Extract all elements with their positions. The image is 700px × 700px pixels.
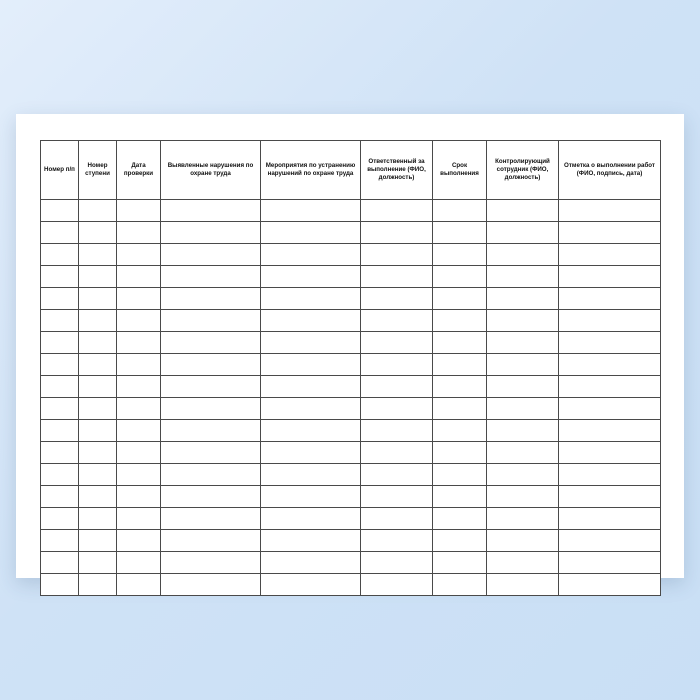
table-cell[interactable]: [117, 486, 161, 508]
paper-sheet: [16, 114, 684, 578]
table-cell[interactable]: [41, 574, 79, 596]
table-cell[interactable]: [361, 354, 433, 376]
column-header-measures: Мероприятия по устранению нарушений по охране труда: [261, 141, 361, 200]
table-cell[interactable]: [41, 310, 79, 332]
table-cell[interactable]: [487, 310, 559, 332]
table-cell[interactable]: [261, 552, 361, 574]
table-cell[interactable]: [261, 508, 361, 530]
table-cell[interactable]: [161, 332, 261, 354]
column-header-completion-mark: Отметка о выполнении работ (ФИО, подпись, дата): [559, 141, 661, 200]
table-cell[interactable]: [79, 508, 117, 530]
table-cell[interactable]: [487, 354, 559, 376]
table-cell[interactable]: [433, 310, 487, 332]
table-cell[interactable]: [433, 508, 487, 530]
table-cell[interactable]: [361, 530, 433, 552]
table-cell[interactable]: [559, 376, 661, 398]
table-cell[interactable]: [559, 354, 661, 376]
column-header-controller: Контролирующий сотрудник (ФИО, должность): [487, 141, 559, 200]
table-cell[interactable]: [161, 442, 261, 464]
table-cell[interactable]: [361, 376, 433, 398]
table-cell[interactable]: [559, 222, 661, 244]
table-cell[interactable]: [41, 486, 79, 508]
table-cell[interactable]: [161, 376, 261, 398]
table-cell[interactable]: [161, 200, 261, 222]
table-header: [41, 141, 661, 200]
table-cell[interactable]: [41, 464, 79, 486]
table-row: [41, 530, 661, 552]
table-cell[interactable]: [117, 244, 161, 266]
table-cell[interactable]: [161, 464, 261, 486]
table-cell[interactable]: [261, 376, 361, 398]
table-cell[interactable]: [79, 442, 117, 464]
table-cell[interactable]: [433, 200, 487, 222]
table-row: [41, 354, 661, 376]
table-cell[interactable]: [161, 222, 261, 244]
table-cell[interactable]: [117, 574, 161, 596]
table-cell[interactable]: [559, 266, 661, 288]
table-cell[interactable]: [487, 376, 559, 398]
table-cell[interactable]: [261, 574, 361, 596]
table-cell[interactable]: [261, 486, 361, 508]
table-cell[interactable]: [487, 244, 559, 266]
table-cell[interactable]: [79, 398, 117, 420]
column-header-stage: Номер ступени: [79, 141, 117, 200]
table-row: [41, 332, 661, 354]
table-cell[interactable]: [487, 398, 559, 420]
table-cell[interactable]: [161, 288, 261, 310]
table-cell[interactable]: [79, 266, 117, 288]
table-cell[interactable]: [433, 464, 487, 486]
table-cell[interactable]: [559, 200, 661, 222]
table-cell[interactable]: [361, 552, 433, 574]
table-cell[interactable]: [361, 266, 433, 288]
table-cell[interactable]: [117, 442, 161, 464]
table-cell[interactable]: [41, 332, 79, 354]
table-cell[interactable]: [161, 266, 261, 288]
table-cell[interactable]: [559, 486, 661, 508]
table-cell[interactable]: [117, 354, 161, 376]
table-cell[interactable]: [261, 288, 361, 310]
table-row: [41, 376, 661, 398]
table-cell[interactable]: [361, 222, 433, 244]
table-cell[interactable]: [261, 222, 361, 244]
table-cell[interactable]: [41, 222, 79, 244]
table-cell[interactable]: [559, 552, 661, 574]
table-cell[interactable]: [41, 530, 79, 552]
table-cell[interactable]: [41, 398, 79, 420]
table-cell[interactable]: [487, 486, 559, 508]
column-header-number: Номер п/п: [41, 141, 79, 200]
table-cell[interactable]: [41, 508, 79, 530]
table-cell[interactable]: [487, 508, 559, 530]
table-cell[interactable]: [261, 442, 361, 464]
journal-table: [40, 140, 661, 596]
table-cell[interactable]: [433, 442, 487, 464]
table-row: [41, 420, 661, 442]
table-cell[interactable]: [79, 288, 117, 310]
journal-table-container: [40, 140, 660, 596]
table-cell[interactable]: [79, 310, 117, 332]
table-cell[interactable]: [487, 464, 559, 486]
table-cell[interactable]: [361, 508, 433, 530]
table-cell[interactable]: [261, 266, 361, 288]
table-cell[interactable]: [117, 464, 161, 486]
table-cell[interactable]: [433, 376, 487, 398]
table-cell[interactable]: [117, 332, 161, 354]
table-row: [41, 508, 661, 530]
table-cell[interactable]: [41, 376, 79, 398]
table-cell[interactable]: [433, 398, 487, 420]
table-cell[interactable]: [117, 420, 161, 442]
table-cell[interactable]: [361, 420, 433, 442]
table-cell[interactable]: [433, 552, 487, 574]
table-cell[interactable]: [161, 420, 261, 442]
table-cell[interactable]: [79, 574, 117, 596]
table-cell[interactable]: [79, 552, 117, 574]
table-cell[interactable]: [487, 552, 559, 574]
table-cell[interactable]: [433, 222, 487, 244]
table-cell[interactable]: [161, 486, 261, 508]
table-cell[interactable]: [261, 530, 361, 552]
table-cell[interactable]: [41, 288, 79, 310]
table-row: [41, 574, 661, 596]
table-cell[interactable]: [361, 574, 433, 596]
table-cell[interactable]: [559, 420, 661, 442]
table-cell[interactable]: [117, 266, 161, 288]
table-cell[interactable]: [433, 486, 487, 508]
table-cell[interactable]: [79, 420, 117, 442]
table-cell[interactable]: [261, 244, 361, 266]
table-row: [41, 464, 661, 486]
table-cell[interactable]: [559, 464, 661, 486]
table-cell[interactable]: [433, 354, 487, 376]
table-cell[interactable]: [161, 530, 261, 552]
table-cell[interactable]: [261, 398, 361, 420]
table-cell[interactable]: [559, 574, 661, 596]
table-cell[interactable]: [361, 464, 433, 486]
table-cell[interactable]: [559, 310, 661, 332]
table-cell[interactable]: [161, 398, 261, 420]
table-cell[interactable]: [559, 398, 661, 420]
table-cell[interactable]: [559, 442, 661, 464]
table-cell[interactable]: [433, 420, 487, 442]
table-cell[interactable]: [261, 310, 361, 332]
table-header-row: [41, 141, 661, 200]
table-cell[interactable]: [117, 508, 161, 530]
table-row: [41, 552, 661, 574]
table-cell[interactable]: [361, 332, 433, 354]
table-cell[interactable]: [41, 244, 79, 266]
table-cell[interactable]: [487, 530, 559, 552]
table-cell[interactable]: [41, 354, 79, 376]
table-row: [41, 442, 661, 464]
table-row: [41, 288, 661, 310]
table-cell[interactable]: [79, 354, 117, 376]
table-cell[interactable]: [433, 266, 487, 288]
table-cell[interactable]: [261, 332, 361, 354]
table-cell[interactable]: [559, 332, 661, 354]
table-cell[interactable]: [161, 244, 261, 266]
table-cell[interactable]: [117, 288, 161, 310]
table-cell[interactable]: [161, 354, 261, 376]
table-cell[interactable]: [161, 552, 261, 574]
table-cell[interactable]: [41, 442, 79, 464]
table-cell[interactable]: [433, 574, 487, 596]
table-cell[interactable]: [487, 288, 559, 310]
table-body: [41, 200, 661, 596]
table-cell[interactable]: [117, 222, 161, 244]
table-cell[interactable]: [41, 200, 79, 222]
table-cell[interactable]: [261, 354, 361, 376]
table-cell[interactable]: [161, 310, 261, 332]
table-row: [41, 266, 661, 288]
table-cell[interactable]: [361, 398, 433, 420]
table-cell[interactable]: [117, 530, 161, 552]
table-cell[interactable]: [361, 288, 433, 310]
table-cell[interactable]: [117, 200, 161, 222]
table-cell[interactable]: [79, 200, 117, 222]
table-cell[interactable]: [433, 332, 487, 354]
table-cell[interactable]: [79, 530, 117, 552]
table-cell[interactable]: [487, 574, 559, 596]
column-header-violations: Выявленные нарушения по охране труда: [161, 141, 261, 200]
table-cell[interactable]: [261, 200, 361, 222]
table-cell[interactable]: [487, 420, 559, 442]
table-cell[interactable]: [487, 222, 559, 244]
table-row: [41, 222, 661, 244]
table-cell[interactable]: [261, 420, 361, 442]
table-cell[interactable]: [41, 266, 79, 288]
table-row: [41, 398, 661, 420]
table-cell[interactable]: [41, 552, 79, 574]
table-row: [41, 200, 661, 222]
table-cell[interactable]: [161, 574, 261, 596]
table-cell[interactable]: [433, 530, 487, 552]
table-row: [41, 310, 661, 332]
table-cell[interactable]: [559, 244, 661, 266]
table-cell[interactable]: [117, 552, 161, 574]
table-cell[interactable]: [361, 442, 433, 464]
table-cell[interactable]: [487, 442, 559, 464]
table-cell[interactable]: [361, 200, 433, 222]
table-cell[interactable]: [261, 464, 361, 486]
column-header-responsible: Ответственный за выполнение (ФИО, должность): [361, 141, 433, 200]
table-cell[interactable]: [117, 310, 161, 332]
table-cell[interactable]: [559, 530, 661, 552]
column-header-deadline: Срок выполнения: [433, 141, 487, 200]
table-cell[interactable]: [559, 288, 661, 310]
table-cell[interactable]: [79, 244, 117, 266]
table-cell[interactable]: [433, 244, 487, 266]
table-cell[interactable]: [433, 288, 487, 310]
table-cell[interactable]: [79, 486, 117, 508]
table-cell[interactable]: [41, 420, 79, 442]
table-cell[interactable]: [161, 508, 261, 530]
table-cell[interactable]: [361, 310, 433, 332]
table-cell[interactable]: [559, 508, 661, 530]
table-cell[interactable]: [487, 200, 559, 222]
table-cell[interactable]: [117, 376, 161, 398]
table-cell[interactable]: [487, 332, 559, 354]
table-cell[interactable]: [79, 464, 117, 486]
table-cell[interactable]: [361, 244, 433, 266]
column-header-check-date: Дата проверки: [117, 141, 161, 200]
table-cell[interactable]: [117, 398, 161, 420]
table-cell[interactable]: [79, 222, 117, 244]
table-cell[interactable]: [487, 266, 559, 288]
table-row: [41, 486, 661, 508]
table-cell[interactable]: [361, 486, 433, 508]
table-row: [41, 244, 661, 266]
table-cell[interactable]: [79, 376, 117, 398]
table-cell[interactable]: [79, 332, 117, 354]
